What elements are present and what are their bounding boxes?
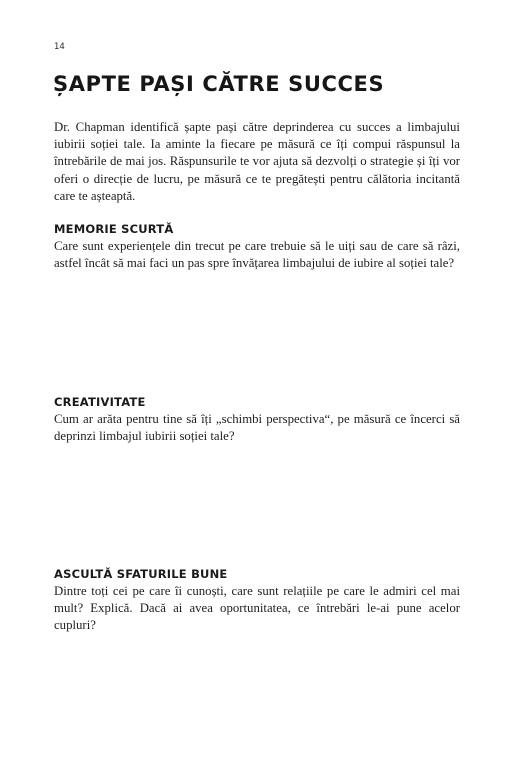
section-creativitate [54, 394, 460, 445]
section-heading: MEMORIE SCURTĂ [54, 222, 174, 236]
page-number: 14 [54, 42, 65, 52]
section-heading: CREATIVITATE [54, 395, 146, 409]
section-question: Care sunt experiențele din trecut pe care trebuie să le uiți sau de care să râzi, astfel încât să mai faci un pas spre învățarea limbajului de iubire al soției tale? [54, 239, 460, 271]
intro-paragraph: Dr. Chapman identifică șapte pași către deprinderea cu succes a limbajului iubirii soției tale. Ia aminte la fiecare pe măsură ce îți compui răspunsul la întrebările de mai jos. Răspunsurile te vor ajuta să dezvolți o strategie și îți vor oferi o direcție de lucru, pe măsură ce te pregătești pentru călătoria incitantă care te așteaptă. [54, 120, 460, 203]
section-asculta-sfaturile-bune [54, 566, 460, 635]
section-heading: ASCULTĂ SFATURILE BUNE [54, 567, 228, 581]
section-memorie-scurta [54, 221, 460, 272]
section-question: Cum ar arăta pentru tine să îți „schimbi perspectiva“, pe măsură ce încerci să deprinzi limbajul iubirii soției tale? [54, 412, 460, 444]
section-question: Dintre toți cei pe care îi cunoști, care sunt relațiile pe care le admiri cel mai mult? Explică. Dacă ai avea oportunitatea, ce întrebări le-ai pune acelor cupluri? [54, 584, 460, 633]
page-title: ȘAPTE PAȘI CĂTRE SUCCES [53, 72, 385, 96]
